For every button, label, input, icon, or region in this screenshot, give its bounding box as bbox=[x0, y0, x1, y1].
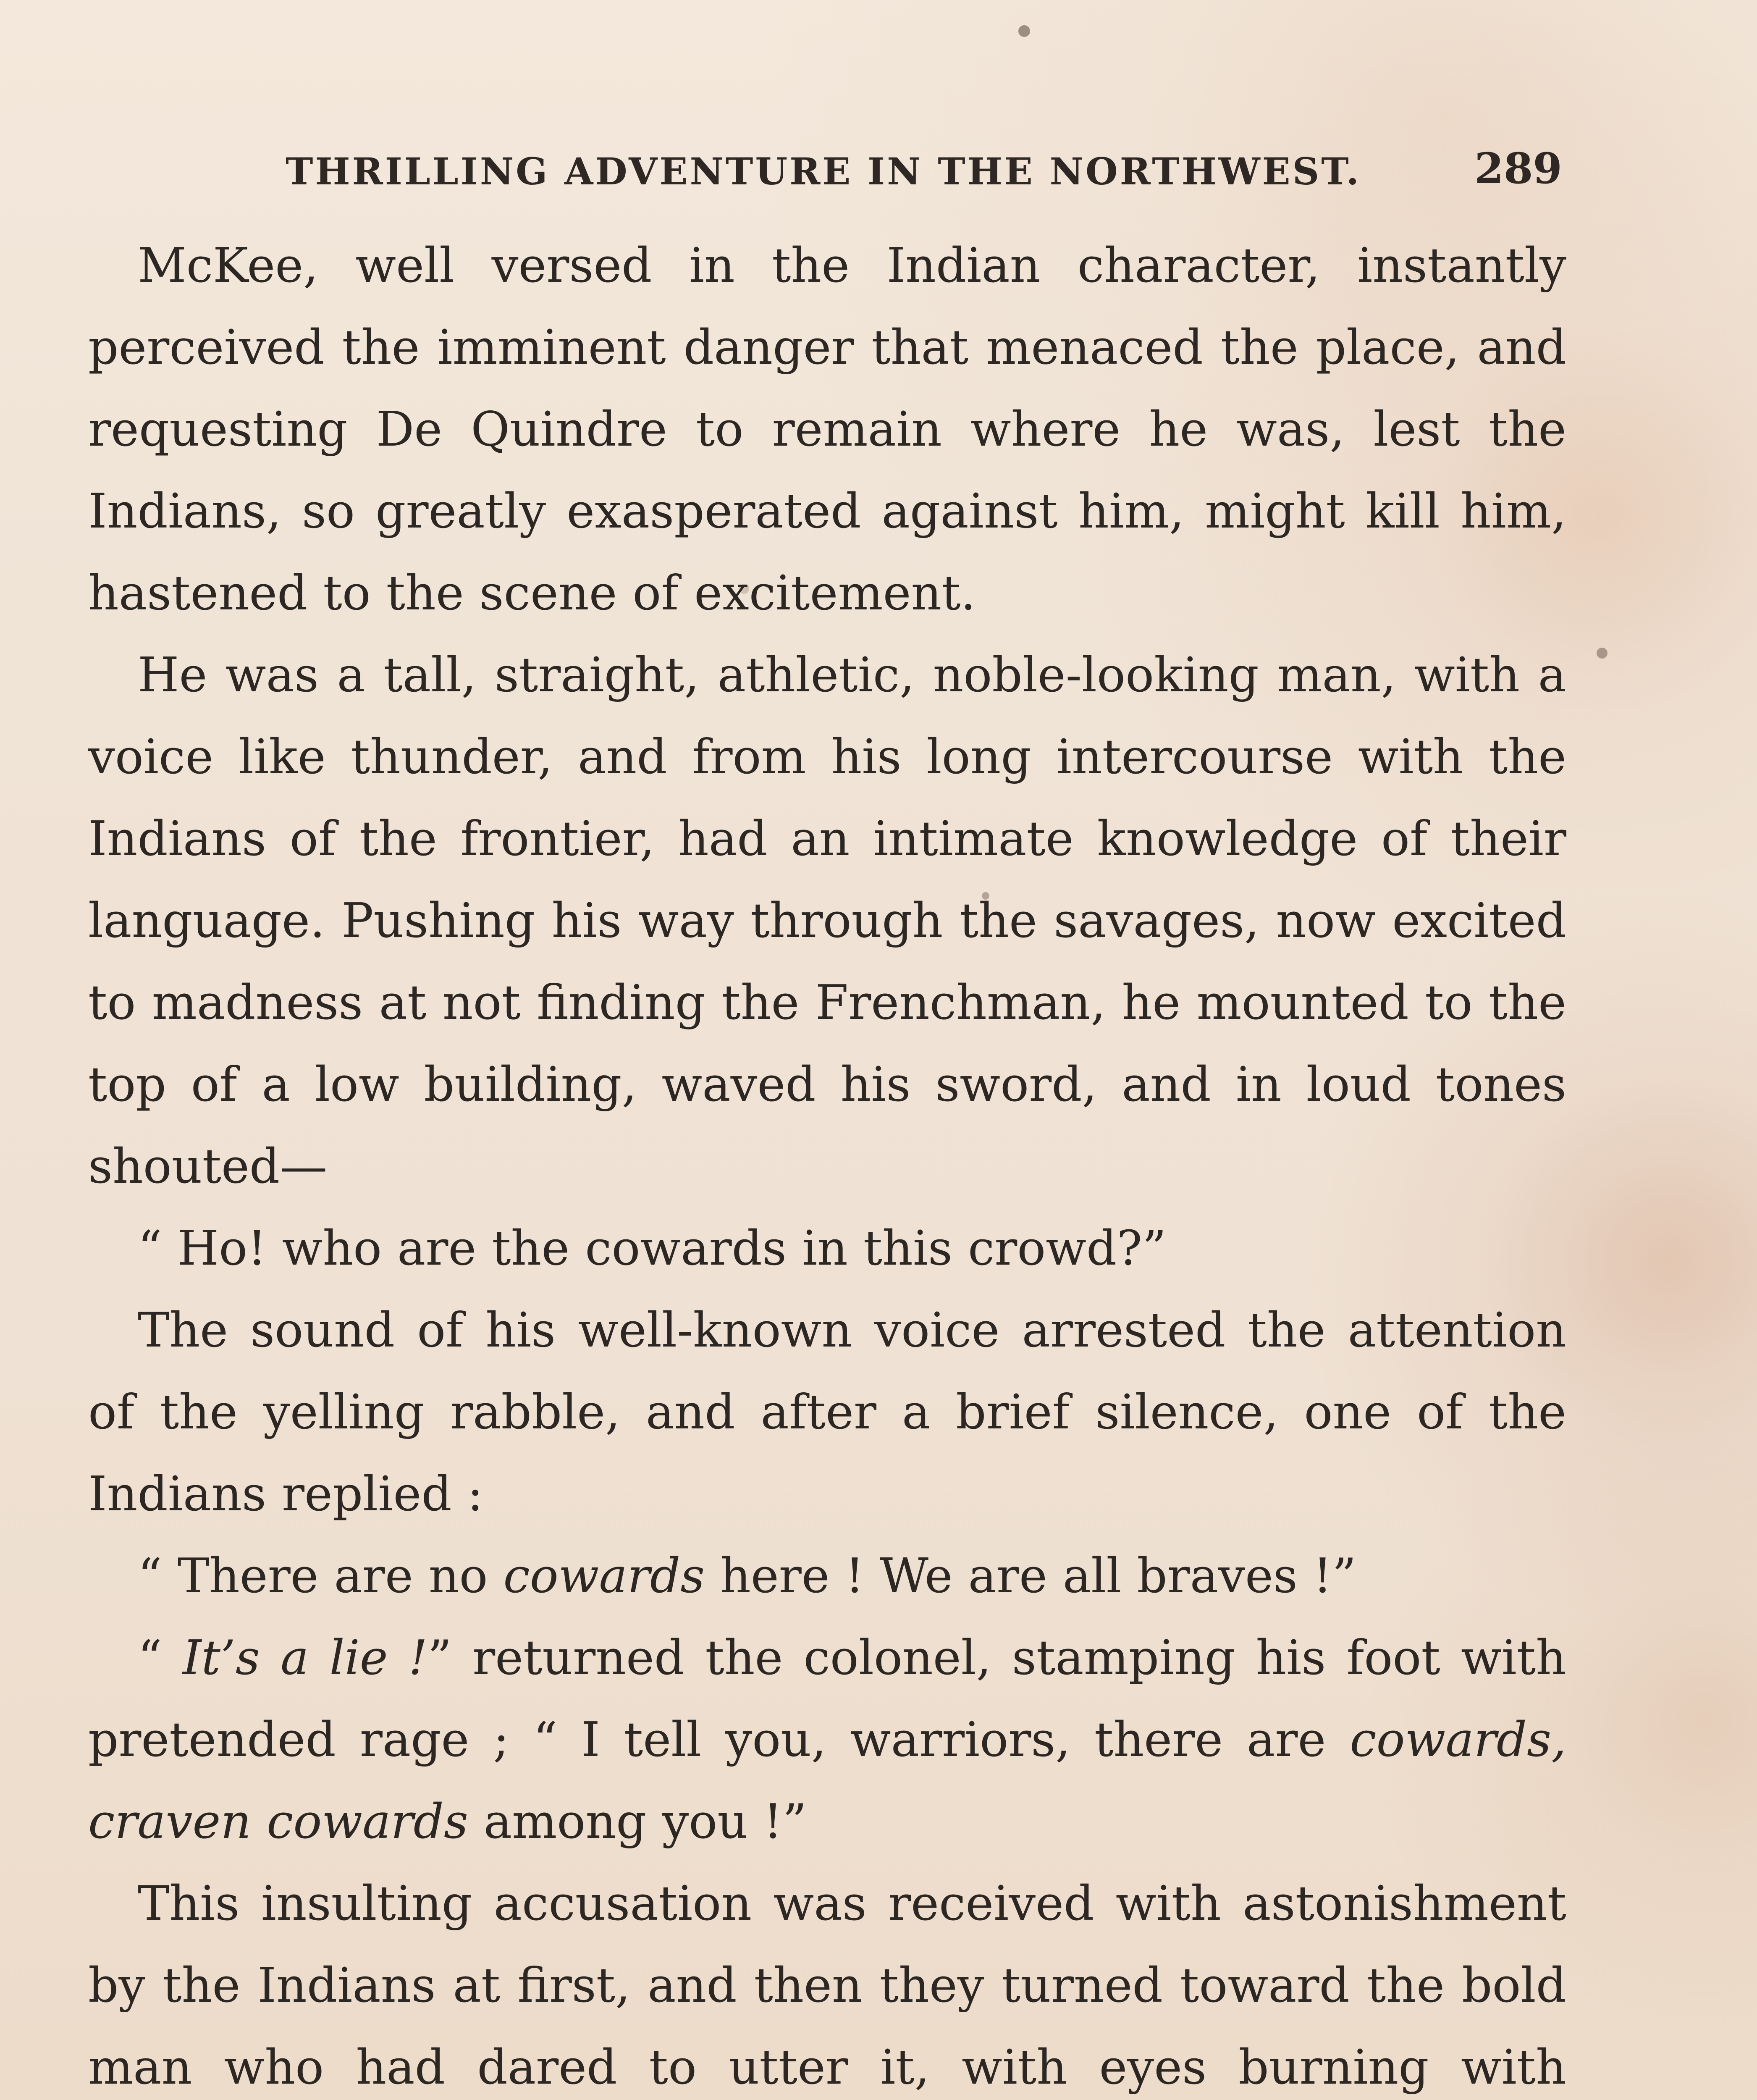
paragraph-6 bbox=[88, 1617, 1566, 1863]
page-number: 289 bbox=[1474, 144, 1562, 193]
paper-spot bbox=[1018, 25, 1030, 37]
paragraph-6-middle: ” returned the colonel, stamping his foot with pretended rage ; “ I tell you, warriors, there are bbox=[88, 1630, 1566, 1767]
running-header-title: THRILLING ADVENTURE IN THE NORTHWEST. bbox=[286, 150, 1361, 193]
paragraph-3: “ Ho! who are the cowards in this crowd?” bbox=[138, 1221, 1167, 1276]
paragraph-6-emphasis-cowards: cowards, craven cowards bbox=[88, 1712, 1566, 1849]
running-header bbox=[286, 139, 1562, 193]
paragraph-5-start: “ There are no bbox=[138, 1548, 503, 1604]
paragraph-6-emphasis-lie: It’s a lie ! bbox=[182, 1630, 428, 1685]
paragraph-2: He was a tall, straight, athletic, noble-looking man, with a voice like thunder, and from his long intercourse with the Indians of the frontier, had an intimate knowledge of their language. Pushing his way through the savages, now excited to madness at not finding the Frenchman, he mounted to the top of a low building, waved his sword, and in loud tones shouted— bbox=[88, 647, 1566, 1194]
paragraph-5 bbox=[88, 1535, 1566, 1617]
page-text bbox=[88, 225, 1566, 2100]
paragraph-7: This insulting accusation was received with astonishment by the Indians at first, and then they turned toward the bold man who had dared to utter it, with eyes burning with bbox=[88, 1876, 1566, 2095]
paragraph-6-end: among you !” bbox=[468, 1794, 807, 1849]
paragraph-5-emphasis: cowards bbox=[503, 1548, 705, 1604]
paragraph-1: McKee, well versed in the Indian character, instantly perceived the imminent danger that menaced the place, and requesting De Quindre to remain where he was, lest the Indians, so greatly exasperated against him, might kill him, hastened to the scene of excitement. bbox=[88, 238, 1566, 621]
paragraph-4: The sound of his well-known voice arrested the attention of the yelling rabble, and after a brief silence, one of the Indians replied : bbox=[88, 1302, 1566, 1522]
paragraph-6-open-quote: “ bbox=[138, 1630, 183, 1685]
paper-spot bbox=[1597, 648, 1608, 659]
paragraph-5-end: here ! We are all braves !” bbox=[705, 1548, 1356, 1604]
